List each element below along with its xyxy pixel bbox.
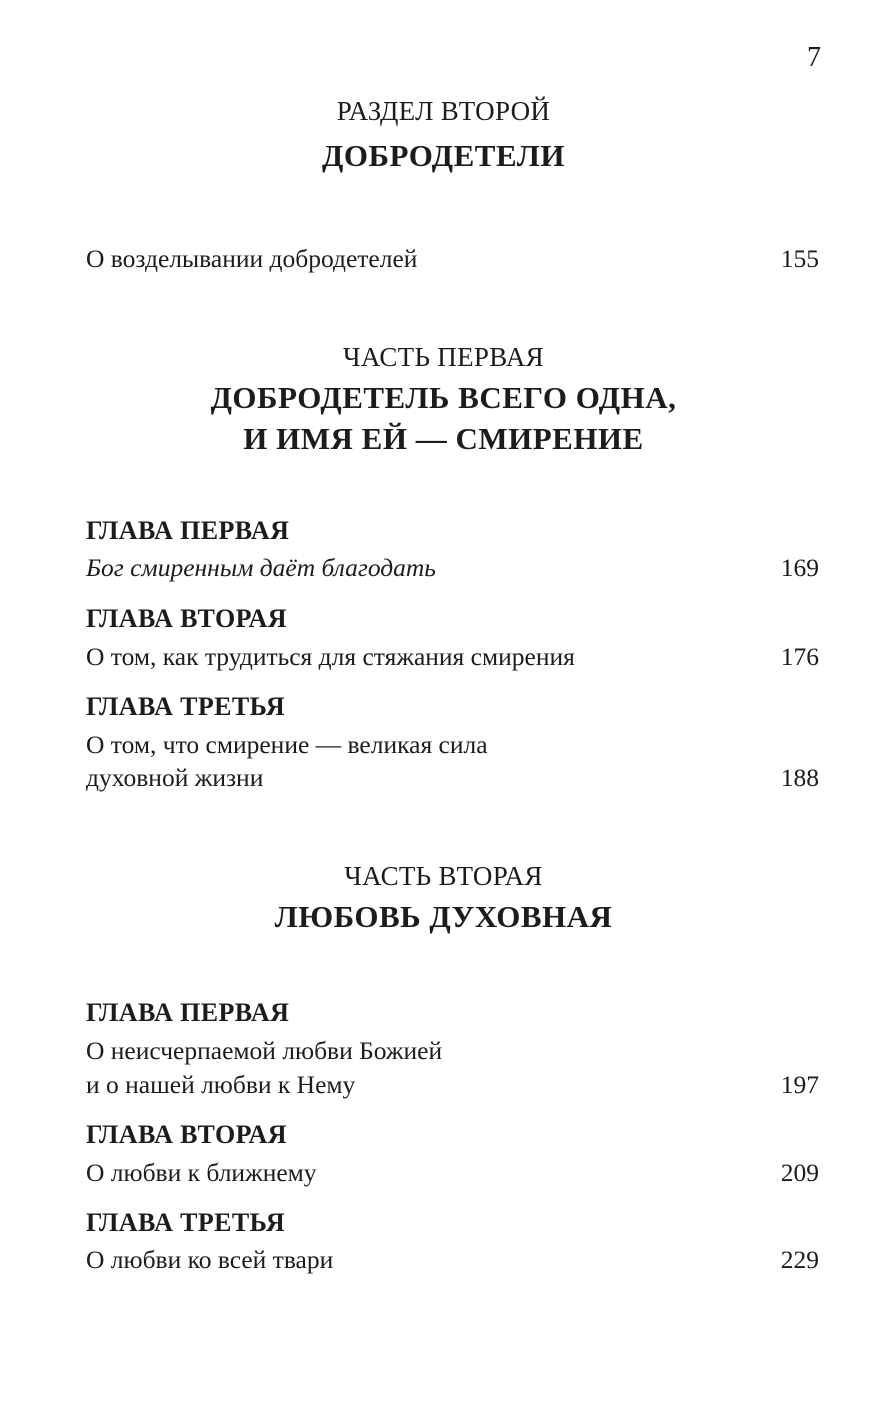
part2-chapter1-title-line2: и о нашей любви к Нему [86,1070,356,1099]
part1-chapter1-page: 169 [780,553,819,582]
part2-label: ЧАСТЬ ВТОРАЯ [344,861,543,891]
part2-chapter2-page: 209 [780,1158,819,1187]
part1-chapter1-label: ГЛАВА ПЕРВАЯ [86,516,290,545]
part2-title: ЛЮБОВЬ ДУХОВНАЯ [274,899,613,934]
part2-chapter2-label: ГЛАВА ВТОРАЯ [86,1120,287,1149]
part2-chapter3-page: 229 [780,1245,819,1274]
part1-title-line2: И ИМЯ ЕЙ — СМИРЕНИЕ [243,421,644,456]
intro-entry-title: О возделывании добродетелей [86,244,418,273]
intro-entry-page: 155 [780,244,819,273]
part1-title-line1: ДОБРОДЕТЕЛЬ ВСЕГО ОДНА, [210,380,677,415]
part1-label: ЧАСТЬ ПЕРВАЯ [343,342,544,372]
section-label: РАЗДЕЛ ВТОРОЙ [336,96,551,126]
part1-chapter2-page: 176 [780,642,819,671]
part2-chapter1-page: 197 [780,1070,819,1099]
part2-chapter1-label: ГЛАВА ПЕРВАЯ [86,998,290,1027]
page-number: 7 [807,42,821,73]
part1-chapter3-label: ГЛАВА ТРЕТЬЯ [86,692,286,721]
part1-chapter3-page: 188 [780,763,819,792]
part1-chapter2-title: О том, как трудиться для стяжания смирения [86,642,575,671]
part1-chapter3-title-line1: О том, что смирение — великая сила [86,730,488,759]
section-title: ДОБРОДЕТЕЛИ [322,138,565,173]
part2-chapter3-title: О любви ко всей твари [86,1245,334,1274]
part1-chapter3-title-line2: духовной жизни [86,763,264,792]
part1-chapter1-title: Бог смиренным даёт благодать [86,553,436,582]
part2-chapter2-title: О любви к ближнему [86,1158,317,1187]
part1-chapter2-label: ГЛАВА ВТОРАЯ [86,604,287,633]
part2-chapter3-label: ГЛАВА ТРЕТЬЯ [86,1208,286,1237]
part2-chapter1-title-line1: О неисчерпаемой любви Божией [86,1036,443,1065]
